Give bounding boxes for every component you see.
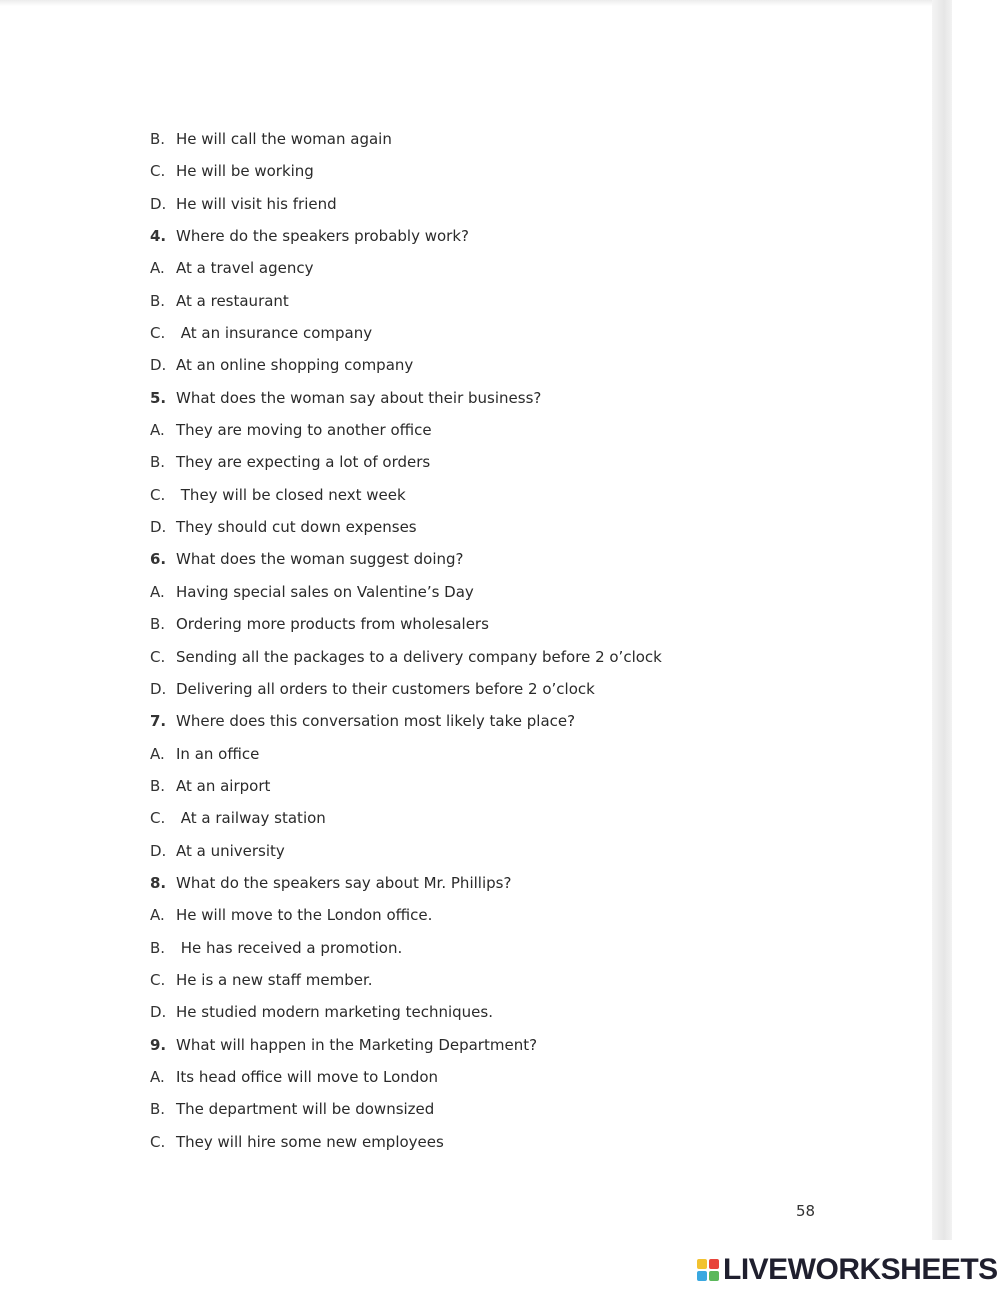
question-text: Where does this conversation most likely take place? (176, 712, 576, 731)
option-text: Sending all the packages to a delivery company before 2 o’clock (176, 647, 662, 666)
answer-option (150, 969, 890, 1001)
question-line (150, 710, 890, 742)
option-text: At an insurance company (176, 324, 373, 343)
question-text: What does the woman say about their business? (176, 388, 542, 407)
option-letter: A. (150, 906, 165, 925)
option-text: He studied modern marketing techniques. (176, 1003, 493, 1022)
question-number: 9. (150, 1035, 167, 1054)
answer-option (150, 904, 890, 936)
question-text: Where do the speakers probably work? (176, 227, 469, 246)
option-letter: D. (150, 518, 167, 537)
answer-option (150, 484, 890, 516)
answer-option (150, 678, 890, 710)
option-text: At an online shopping company (176, 356, 414, 375)
option-text: He will be working (176, 162, 314, 181)
option-text: Ordering more products from wholesalers (176, 615, 489, 634)
option-text: At a university (176, 841, 285, 860)
answer-option (150, 257, 890, 289)
option-letter: B. (150, 1100, 166, 1119)
scan-page-edge-shadow (932, 0, 952, 1240)
answer-option (150, 1098, 890, 1130)
logo-square (697, 1271, 707, 1281)
answer-option (150, 807, 890, 839)
question-line (150, 548, 890, 580)
answer-option (150, 1131, 890, 1163)
question-line (150, 225, 890, 257)
page-number: 58 (796, 1202, 816, 1220)
answer-option (150, 160, 890, 192)
answer-option (150, 840, 890, 872)
option-letter: A. (150, 421, 165, 440)
option-text: At an airport (176, 776, 271, 795)
option-text: Delivering all orders to their customers before 2 o’clock (176, 679, 595, 698)
option-letter: A. (150, 744, 165, 763)
option-letter: C. (150, 970, 166, 989)
option-text: Its head office will move to London (176, 1067, 439, 1086)
option-letter: B. (150, 776, 166, 795)
question-line (150, 872, 890, 904)
liveworksheets-logo (697, 1253, 998, 1287)
answer-option (150, 322, 890, 354)
answer-option (150, 613, 890, 645)
answer-option (150, 1066, 890, 1098)
liveworksheets-wordmark: LIVEWORKSHEETS (723, 1253, 998, 1286)
question-number: 6. (150, 550, 167, 569)
option-text: They will hire some new employees (176, 1132, 444, 1151)
option-letter: B. (150, 291, 166, 310)
option-text: They are moving to another office (176, 421, 432, 440)
option-letter: C. (150, 1132, 166, 1151)
option-letter: B. (150, 130, 166, 148)
option-letter: A. (150, 259, 165, 278)
option-letter: C. (150, 162, 166, 181)
option-letter: A. (150, 582, 165, 601)
option-letter: B. (150, 453, 166, 472)
worksheet-body (150, 128, 890, 1163)
answer-option (150, 516, 890, 548)
option-text: In an office (176, 744, 260, 763)
option-text: Having special sales on Valentine’s Day (176, 582, 474, 601)
answer-option (150, 581, 890, 613)
question-text: What do the speakers say about Mr. Phillips? (176, 873, 512, 892)
question-number: 4. (150, 227, 167, 246)
option-text: They should cut down expenses (176, 518, 417, 537)
option-letter: C. (150, 809, 166, 828)
option-letter: D. (150, 1003, 167, 1022)
logo-square (709, 1271, 719, 1281)
option-text: They are expecting a lot of orders (176, 453, 431, 472)
option-letter: C. (150, 485, 166, 504)
question-number: 7. (150, 712, 167, 731)
option-letter: C. (150, 324, 166, 343)
option-text: They will be closed next week (176, 485, 406, 504)
option-letter: D. (150, 194, 167, 213)
option-text: He will move to the London office. (176, 906, 433, 925)
answer-option (150, 775, 890, 807)
option-letter: C. (150, 647, 166, 666)
option-letter: D. (150, 356, 167, 375)
option-text: He will visit his friend (176, 194, 337, 213)
answer-option (150, 743, 890, 775)
answer-option (150, 354, 890, 386)
answer-option (150, 937, 890, 969)
option-letter: B. (150, 938, 166, 957)
answer-option (150, 451, 890, 483)
question-text: What does the woman suggest doing? (176, 550, 464, 569)
answer-option (150, 1001, 890, 1033)
option-text: At a travel agency (176, 259, 314, 278)
answer-option (150, 646, 890, 678)
option-text: He is a new staff member. (176, 970, 373, 989)
option-text: At a restaurant (176, 291, 289, 310)
logo-square (697, 1259, 707, 1269)
logo-square (709, 1259, 719, 1269)
question-number: 8. (150, 873, 167, 892)
answer-option (150, 128, 890, 160)
answer-option (150, 290, 890, 322)
question-text: What will happen in the Marketing Department? (176, 1035, 538, 1054)
question-number: 5. (150, 388, 167, 407)
option-text: At a railway station (176, 809, 326, 828)
option-letter: A. (150, 1067, 165, 1086)
option-letter: D. (150, 841, 167, 860)
answer-option (150, 193, 890, 225)
option-letter: B. (150, 615, 166, 634)
option-text: He has received a promotion. (176, 938, 403, 957)
answer-option (150, 419, 890, 451)
option-text: The department will be downsized (176, 1100, 435, 1119)
question-line (150, 1034, 890, 1066)
question-line (150, 387, 890, 419)
liveworksheets-logo-icon (697, 1259, 719, 1281)
option-text: He will call the woman again (176, 130, 392, 148)
option-letter: D. (150, 679, 167, 698)
scan-top-edge (0, 0, 950, 6)
